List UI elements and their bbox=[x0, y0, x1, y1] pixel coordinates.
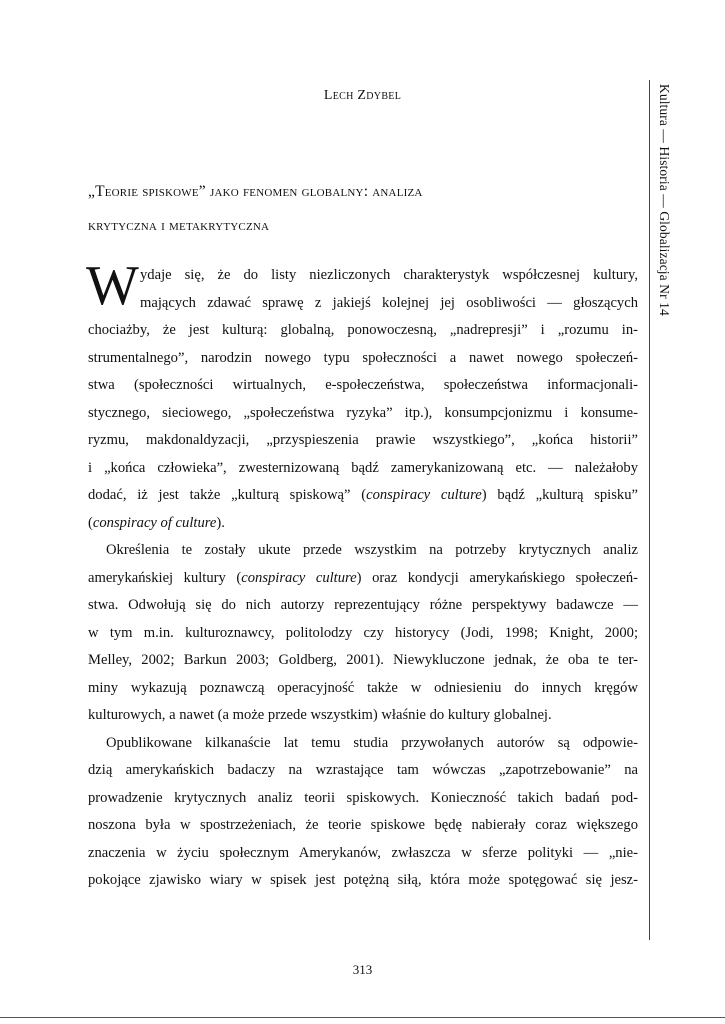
body-line: ydaje się, że do listy niezliczonych charakterystyk współczesnej kultury, bbox=[140, 267, 638, 283]
body-line: dodać, iż jest także „kulturą spiskową” (conspiracy culture) bądź „kulturą spisku” bbox=[88, 487, 638, 503]
article-body bbox=[88, 262, 638, 895]
body-line: stwa. Odwołują się do nich autorzy reprezentujący różne perspektywy badawcze — bbox=[88, 597, 638, 613]
page-number: 313 bbox=[352, 962, 373, 977]
body-line: ryzmu, makdonaldyzacji, „przyspieszenia prawie wszystkiego”, „końca historii” bbox=[88, 432, 638, 448]
body-line: chociażby, że jest kulturą: globalną, ponowoczesną, „nadrepresji” i „rozumu in- bbox=[88, 322, 638, 338]
body-line: stycznego, sieciowego, „społeczeństwa ryzyka” itp.), konsumpcjonizmu i konsume- bbox=[88, 404, 638, 421]
body-line: kulturowych, a nawet (a może przede wszystkim) właśnie do kultury globalnej. bbox=[88, 707, 552, 723]
body-line: i „końca człowieka”, zwesternizowaną bądź zamerykanizowaną etc. — należałoby bbox=[88, 459, 638, 476]
body-line: (conspiracy of culture). bbox=[88, 514, 225, 531]
journal-running-head: Kultura — Historia — Globalizacja Nr 14 bbox=[657, 84, 672, 316]
body-line: dzią amerykańskich badaczy na wzrastające tam wówczas „zapotrzebowanie” na bbox=[88, 762, 638, 778]
author-name: Lech Zdybel bbox=[323, 88, 402, 103]
body-line: znaczenia w życiu społecznym Amerykanów, zwłaszcza w sferze polityki — „nie- bbox=[88, 844, 638, 861]
body-line: Melley, 2002; Barkun 2003; Goldberg, 2001). Niewykluczone jednak, że oba te ter- bbox=[88, 652, 638, 668]
title-line-2: krytyczna i metakrytyczna bbox=[88, 217, 270, 234]
body-line: w tym m.in. kulturoznawcy, politolodzy czy historycy (Jodi, 1998; Knight, 2000; bbox=[88, 624, 638, 641]
page-bottom-border bbox=[0, 1017, 725, 1018]
title-line-1: „Teorie spiskowe” jako fenomen globalny: analiza bbox=[88, 183, 423, 200]
body-line: mających zdawać sprawę z jakiejś kolejnej jej osobliwości — głoszących bbox=[140, 294, 638, 311]
body-line: noszona była w spostrzeżeniach, że teorie spiskowe będę nabierały coraz większego bbox=[88, 817, 638, 833]
body-line: Określenia te zostały ukute przede wszystkim na potrzeby krytycznych analiz bbox=[106, 542, 638, 558]
side-rule bbox=[649, 80, 650, 940]
body-line: miny wykazują poznawczą operacyjność także w odniesieniu do innych kręgów bbox=[88, 679, 638, 696]
body-line: pokojące zjawisko wiary w spisek jest potężną siłą, która może spotęgować się jesz- bbox=[88, 872, 638, 888]
drop-cap: W bbox=[86, 255, 139, 317]
body-line: strumentalnego”, narodzin nowego typu społeczności a nawet nowego społeczeń- bbox=[88, 349, 638, 366]
body-line: stwa (społeczności wirtualnych, e-społeczeństwa, społeczeństwa informacjonali- bbox=[88, 377, 638, 393]
body-line: Opublikowane kilkanaście lat temu studia przywołanych autorów są odpowie- bbox=[106, 734, 638, 751]
body-line: prowadzenie krytycznych analiz teorii spiskowych. Konieczność takich badań pod- bbox=[88, 789, 638, 806]
article-title bbox=[88, 175, 628, 243]
body-line: amerykańskiej kultury (conspiracy culture) oraz kondycji amerykańskiego społeczeń- bbox=[88, 569, 638, 586]
